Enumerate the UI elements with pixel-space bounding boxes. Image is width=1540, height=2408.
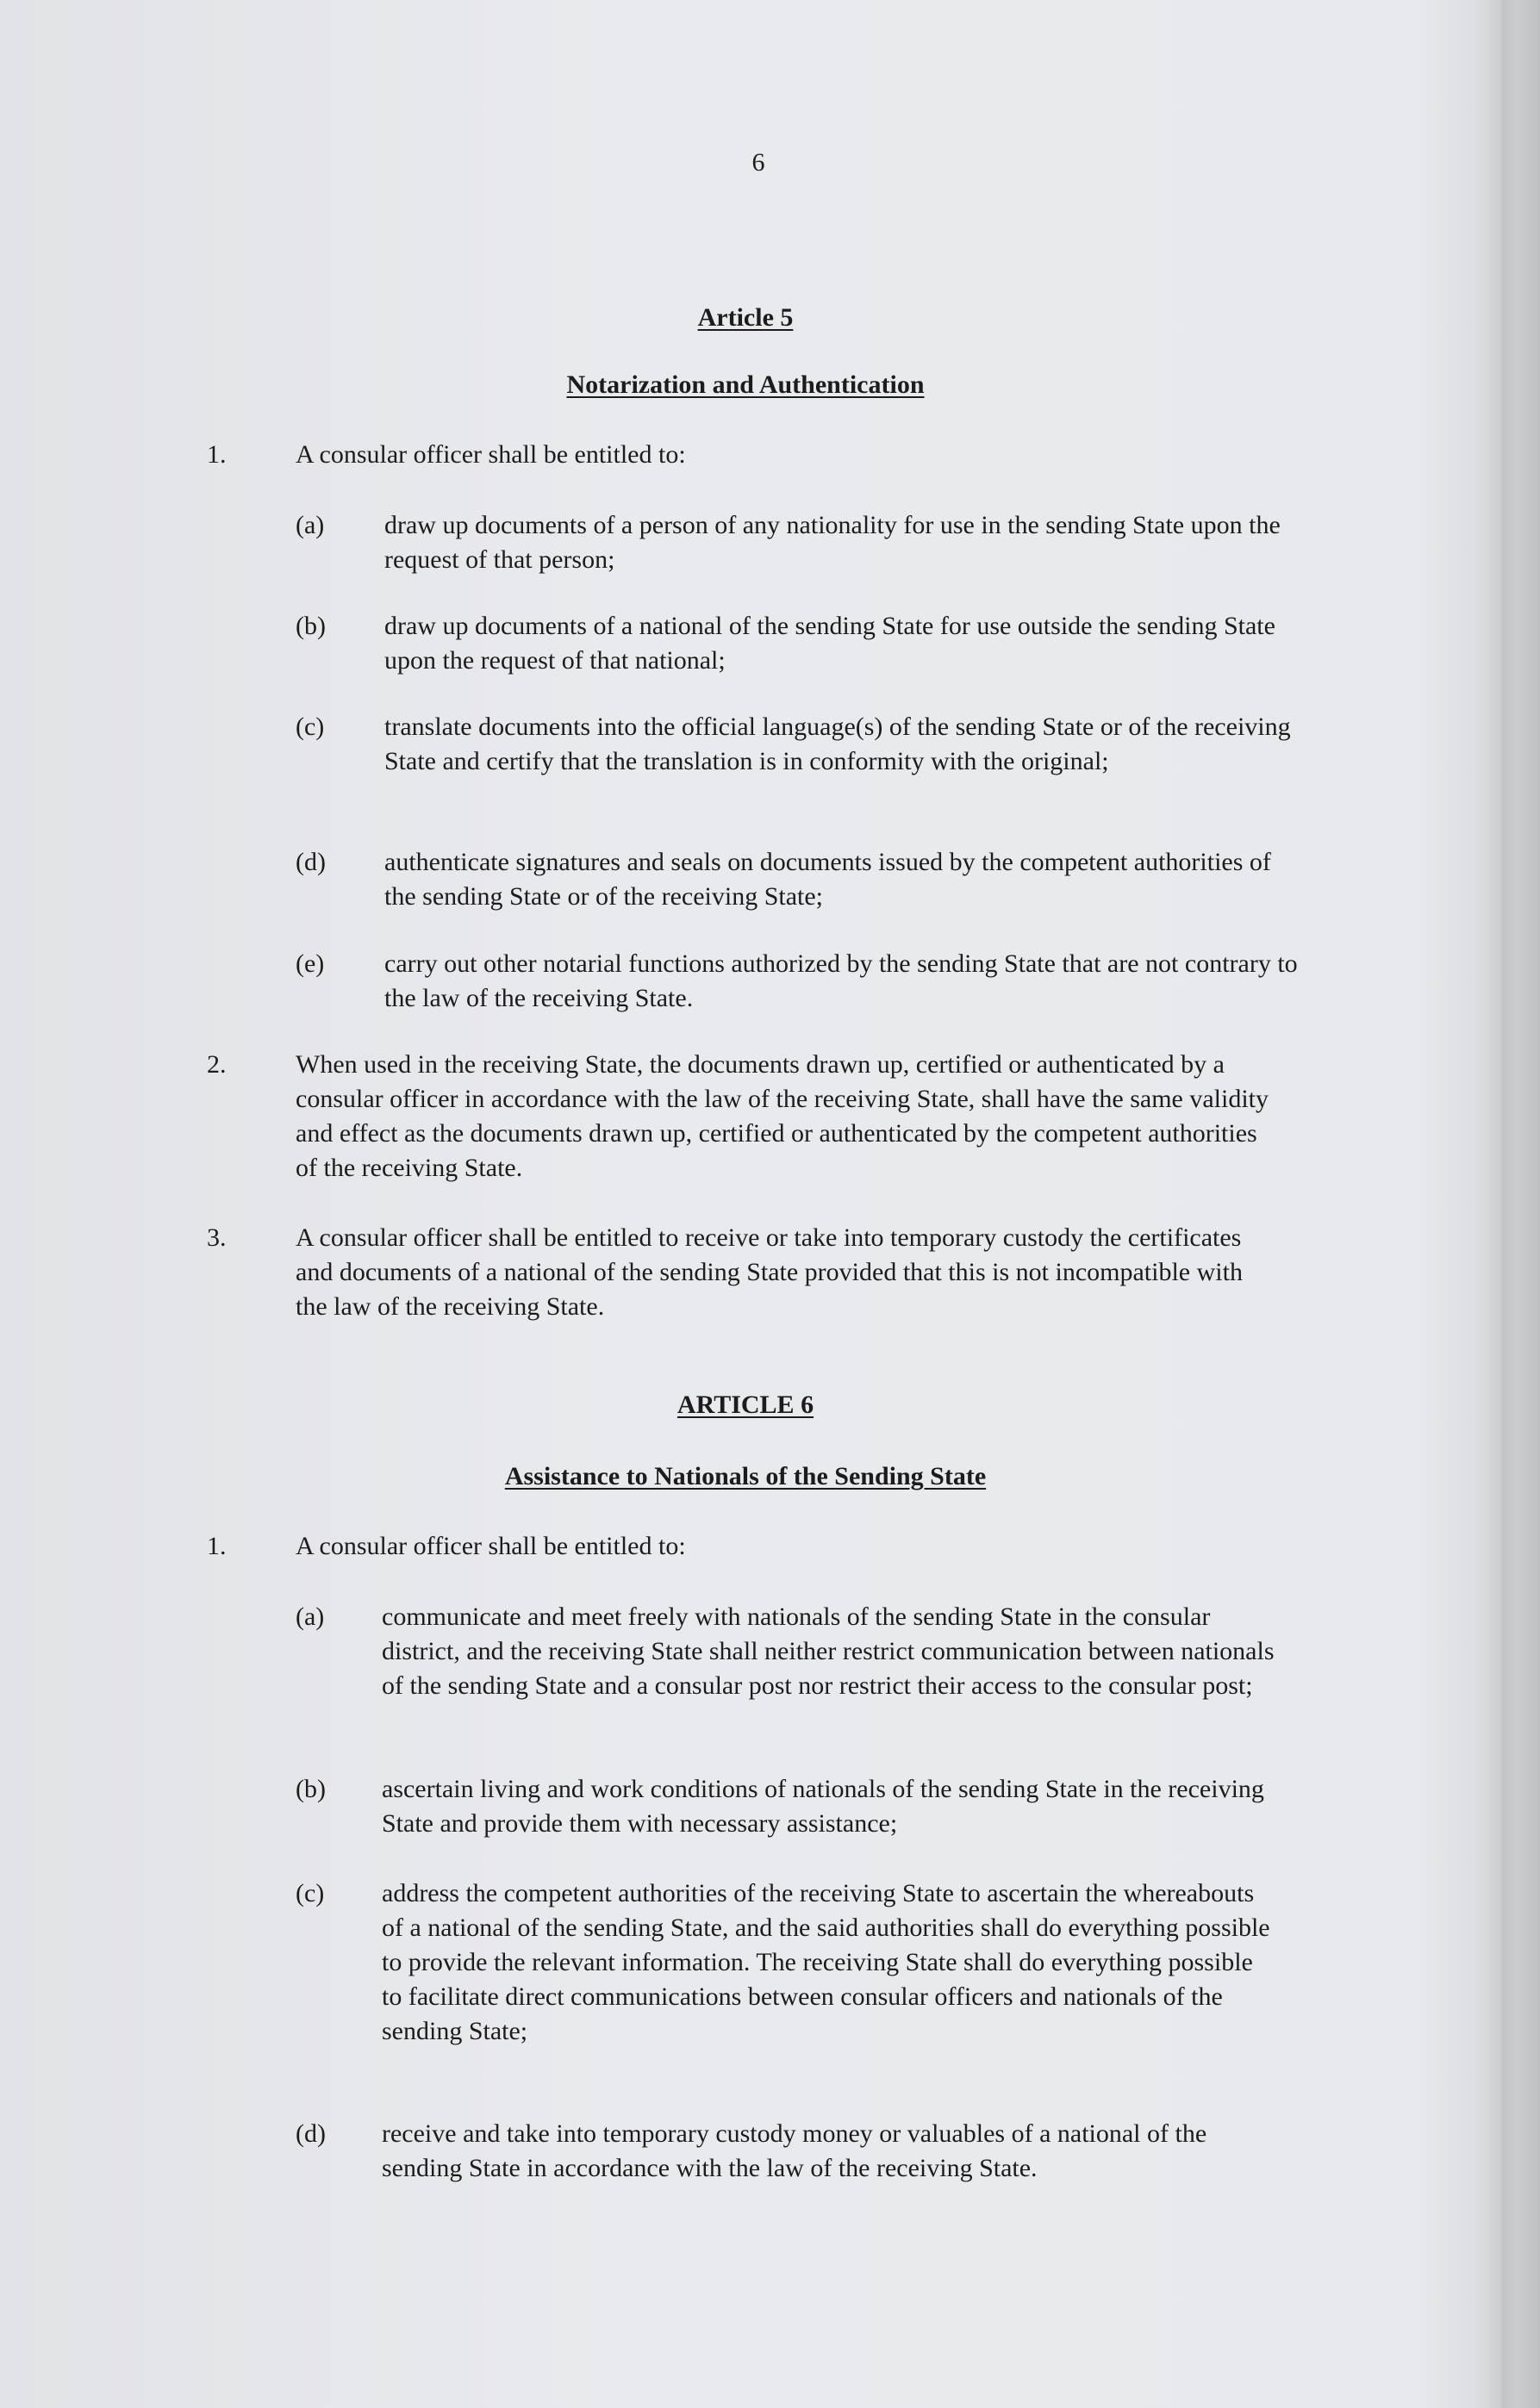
article-6-paragraph-1-text: A consular officer shall be entitled to: bbox=[296, 1532, 686, 1560]
article-5-item-c-text: translate documents into the official language(s) of the sending State or of the receiving State and certify that the translation is in conformity with the original; bbox=[384, 712, 1291, 775]
article-6-title: ARTICLE 6 bbox=[676, 1391, 814, 1419]
article-6-item-c-text: address the competent authorities of the receiving State to ascertain the whereabouts of a national of the sending State, and the said authorities shall do everything possible to provide the relevant information. The receiving State shall do everything possible to facilitate direct communications between consular officers and nationals of the sending State; bbox=[382, 1879, 1270, 2045]
article-5-paragraph-3-number: 3. bbox=[207, 1223, 227, 1252]
article-5-paragraph-3-text: A consular officer shall be entitled to receive or take into temporary custody the certificates and documents of a national of the sending State provided that this is not incompatible with the law of the receiving State. bbox=[296, 1223, 1243, 1321]
article-6-paragraph-1-number: 1. bbox=[207, 1532, 227, 1560]
article-5-title: Article 5 bbox=[697, 303, 794, 332]
article-5-item-c-label: (c) bbox=[296, 712, 325, 741]
article-5-item-e-label: (e) bbox=[296, 949, 325, 978]
article-5-subtitle: Notarization and Authentication bbox=[566, 370, 925, 399]
article-5-paragraph-2-text: When used in the receiving State, the documents drawn up, certified or authenticated by a consular officer in accordance with the law of the receiving State, shall have the same validity and effect as the documents drawn up, certified or authenticated by the competent authorities of the receiving State. bbox=[296, 1050, 1269, 1182]
article-6-item-d-text: receive and take into temporary custody money or valuables of a national of the sending State in accordance with the law of the receiving State. bbox=[382, 2119, 1207, 2182]
article-5-item-b-text: draw up documents of a national of the sending State for use outside the sending State upon the request of that national; bbox=[384, 612, 1275, 675]
article-6-subtitle: Assistance to Nationals of the Sending State bbox=[504, 1462, 987, 1490]
article-6-item-a-text: communicate and meet freely with nationals of the sending State in the consular district, and the receiving State shall neither restrict communication between nationals of the sending State and a consular post nor restrict their access to the consular post; bbox=[382, 1602, 1275, 1700]
article-5-item-a-label: (a) bbox=[296, 511, 325, 539]
article-6-item-a-label: (a) bbox=[296, 1602, 325, 1631]
article-6-item-d-label: (d) bbox=[296, 2119, 326, 2148]
article-5-item-d-label: (d) bbox=[296, 848, 326, 876]
article-5-item-a-text: draw up documents of a person of any nationality for use in the sending State upon the request of that person; bbox=[384, 511, 1281, 574]
article-5-paragraph-1-number: 1. bbox=[207, 440, 227, 469]
article-5-item-e-text: carry out other notarial functions authorized by the sending State that are not contrary to the law of the receiving State. bbox=[384, 949, 1298, 1012]
page-number: 6 bbox=[751, 148, 765, 177]
article-5-item-d-text: authenticate signatures and seals on documents issued by the competent authorities of the sending State or of the receiving State; bbox=[384, 848, 1271, 911]
article-5-paragraph-2-number: 2. bbox=[207, 1050, 227, 1079]
article-6-item-c-label: (c) bbox=[296, 1879, 325, 1907]
article-6-item-b-label: (b) bbox=[296, 1775, 326, 1803]
article-6-item-b-text: ascertain living and work conditions of nationals of the sending State in the receiving State and provide them with necessary assistance; bbox=[382, 1775, 1264, 1838]
article-5-item-b-label: (b) bbox=[296, 612, 326, 640]
article-5-paragraph-1-text: A consular officer shall be entitled to: bbox=[296, 440, 686, 469]
page-edge-shadow bbox=[1480, 0, 1540, 2408]
